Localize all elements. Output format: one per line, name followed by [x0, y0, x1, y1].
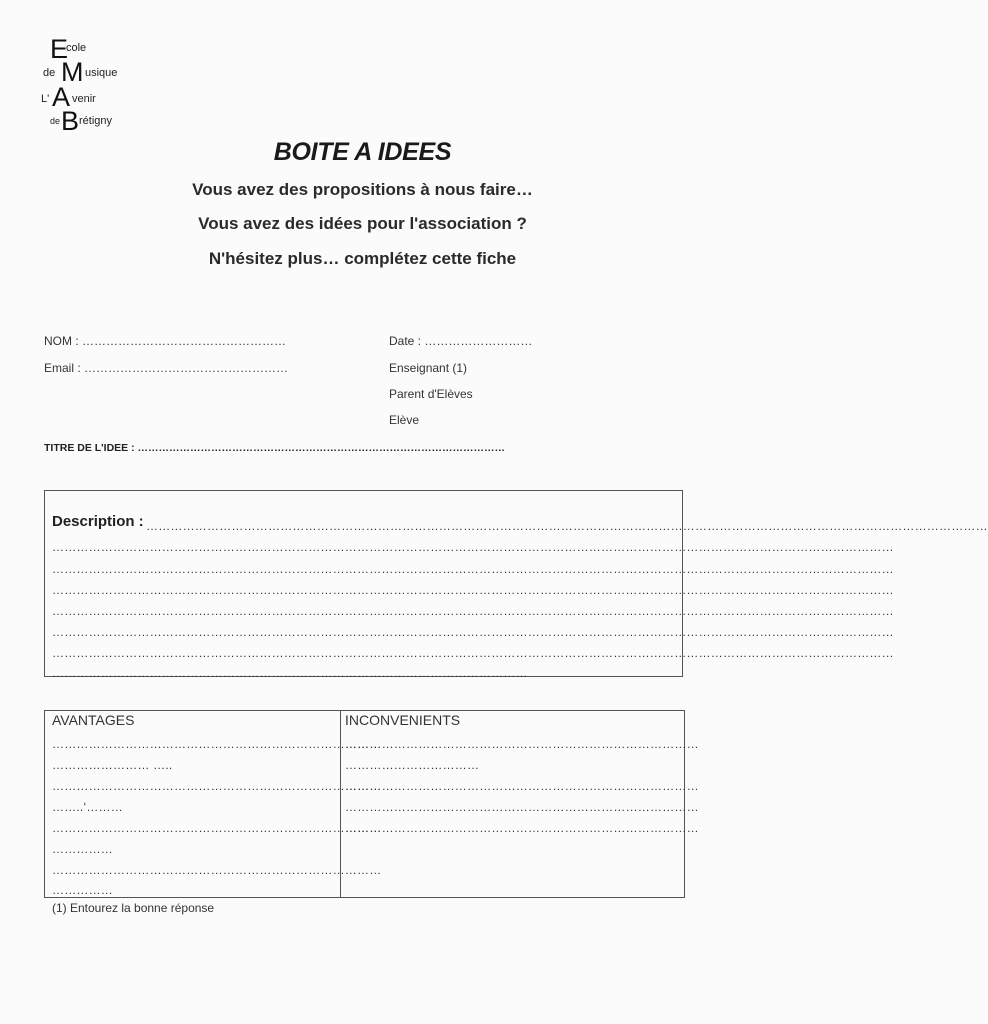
logo-text-avenir: venir — [72, 93, 96, 105]
role-option-enseignant[interactable]: Enseignant (1) — [389, 361, 468, 375]
description-line: ……………………………………………………………………………………………………………………………………………………………………………………… — [52, 562, 894, 576]
avantage-line: ……..‘……… — [52, 800, 123, 814]
logo-letter-e: E — [50, 34, 69, 64]
subtitle-3: N'hésitez plus… complétez cette fiche — [208, 249, 517, 268]
avantage-line: ……………………………………………………………………… — [52, 737, 382, 751]
footnote: (1) Entourez la bonne réponse — [52, 901, 215, 915]
description-line: ……………………………………………………………………………………………………………………………………………………………………………………… — [52, 583, 894, 597]
description-box[interactable] — [44, 490, 988, 680]
email-field[interactable]: Email : …………………………………………… — [44, 361, 289, 375]
description-label: Description : — [52, 513, 144, 530]
pros-cons-table[interactable] — [44, 710, 699, 898]
logo-text-ecole: cole — [66, 42, 87, 54]
avantage-line: …………… — [52, 883, 113, 897]
logo-text-de2: de — [50, 116, 61, 126]
role-option-parent[interactable]: Parent d'Elèves — [389, 387, 473, 401]
avantage-line: ……………………………………………………………………… — [52, 779, 382, 793]
inconvenient-line: …………………………………………………………………………… — [345, 800, 699, 814]
logo-text-de: de — [43, 67, 56, 79]
description-line: ……………………………………………………………………………………………………………………………………………………………………………………… — [52, 646, 894, 660]
avantage-line: …………………… ….. — [52, 758, 173, 772]
inconvenients-header: INCONVENIENTS — [345, 712, 461, 728]
role-option-eleve[interactable]: Elève — [389, 413, 420, 427]
logo-letter-a: A — [52, 82, 71, 112]
avantage-line: ……………………………………………………………………… — [52, 863, 382, 877]
avantage-line: ……………………………………………………………………… — [52, 821, 382, 835]
logo-letter-m: M — [61, 57, 84, 87]
date-field[interactable]: Date : ……………………… — [389, 334, 533, 348]
school-logo — [40, 32, 150, 136]
description-line: ……………………………………………………………………………………………………………………………………………………………………………………… — [52, 604, 894, 618]
logo-text-musique: usique — [85, 67, 118, 79]
inconvenient-line: …………………………………………………………………………… — [345, 737, 699, 751]
description-line-last: ……………………………………………………………………………………………………… — [52, 666, 528, 680]
inconvenient-line: …………………………………………………………………………… — [345, 779, 699, 793]
subtitle-1: Vous avez des propositions à nous faire… — [192, 180, 533, 199]
inconvenient-line: …………………………………………………………………………… — [345, 821, 699, 835]
inconvenient-line: …………………………… — [345, 758, 480, 772]
avantage-line: …………… — [52, 842, 113, 856]
description-line: ……………………………………………………………………………………………………………………………………………………………………………………… — [146, 519, 988, 533]
logo-text-bretigny: rétigny — [79, 115, 113, 127]
page-title: BOITE A IDEES — [273, 138, 452, 166]
description-line: ……………………………………………………………………………………………………………………………………………………………………………………… — [52, 540, 894, 554]
titre-idee-field[interactable]: TITRE DE L'IDEE : …………………………………………………………………………………………… — [44, 442, 506, 454]
logo-text-l: L' — [41, 93, 50, 105]
subtitle-2: Vous avez des idées pour l'association ? — [198, 214, 527, 233]
logo-letter-b: B — [61, 106, 80, 136]
avantages-header: AVANTAGES — [52, 712, 135, 728]
nom-field[interactable]: NOM : …………………………………………… — [44, 334, 286, 348]
description-line: ……………………………………………………………………………………………………………………………………………………………………………………… — [52, 625, 894, 639]
